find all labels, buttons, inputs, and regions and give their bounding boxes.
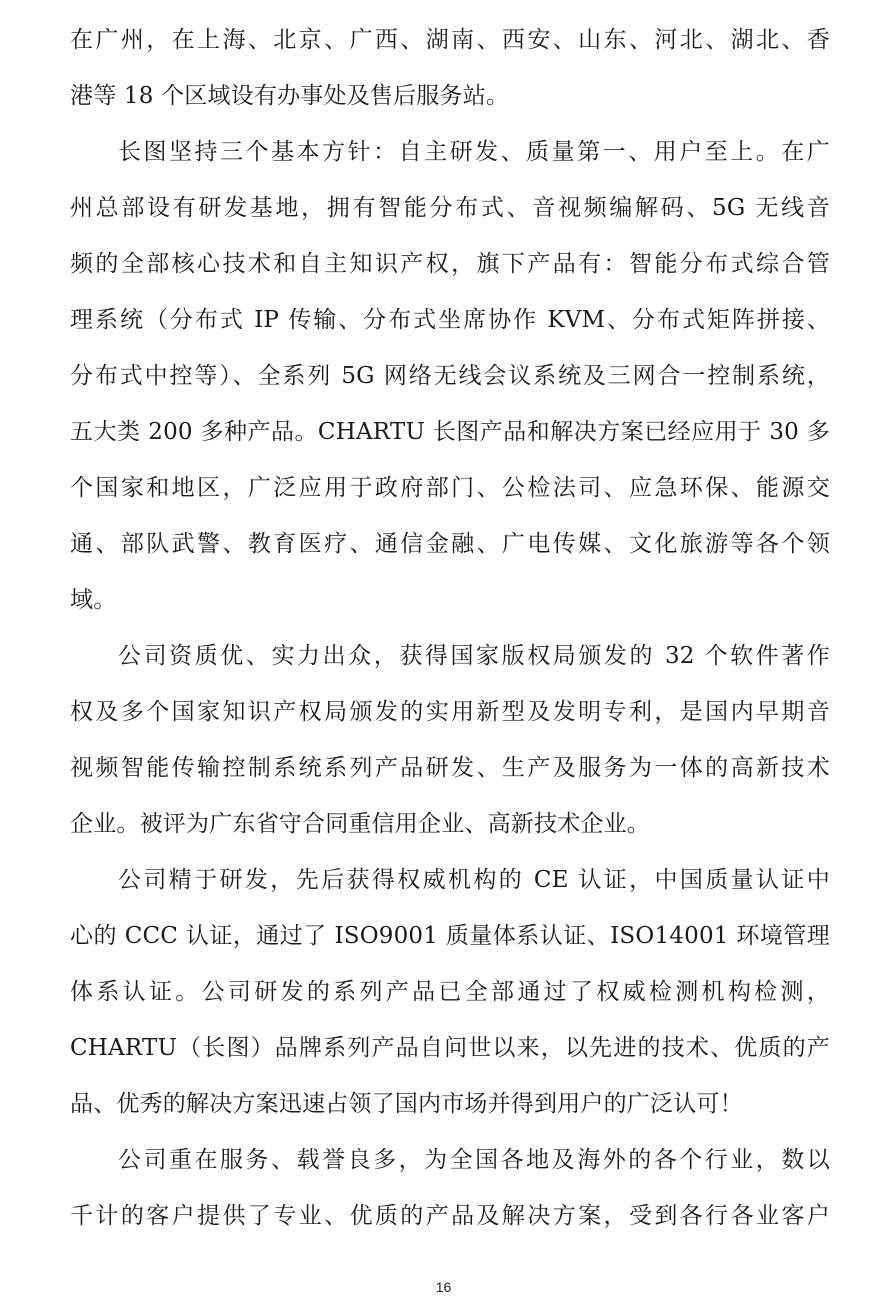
paragraph-4 [70,852,830,1132]
text-line: 企业。被评为广东省守合同重信用企业、高新技术企业。 [70,811,650,837]
text-line: 通、部队武警、教育医疗、通信金融、广电传媒、文化旅游等各个领 [70,531,830,557]
document-page [70,12,830,1244]
text-line: 理系统（分布式 IP 传输、分布式坐席协作 KVM、分布式矩阵拼接、 [70,307,830,333]
text-line: 体系认证。公司研发的系列产品已全部通过了权威检测机构检测， [70,979,830,1005]
paragraph-2 [70,124,830,628]
text-line: 心的 CCC 认证，通过了 ISO9001 质量体系认证、ISO14001 环境管理 [70,923,830,949]
text-line: 视频智能传输控制系统系列产品研发、生产及服务为一体的高新技术 [70,755,830,781]
paragraph-1 [70,12,830,124]
text-line: 千计的客户提供了专业、优质的产品及解决方案，受到各行各业客户 [70,1203,830,1229]
text-line: 频的全部核心技术和自主知识产权，旗下产品有：智能分布式综合管 [70,251,830,277]
text-line: 权及多个国家知识产权局颁发的实用新型及发明专利，是国内早期音 [70,699,830,725]
page-number: 16 [435,1279,452,1295]
text-line: 公司资质优、实力出众，获得国家版权局颁发的 32 个软件著作 [118,643,830,669]
paragraph-3 [70,628,830,852]
text-line: 五大类 200 多种产品。CHARTU 长图产品和解决方案已经应用于 30 多 [70,419,830,445]
paragraph-5 [70,1132,830,1244]
text-line: 州总部设有研发基地，拥有智能分布式、音视频编解码、5G 无线音 [70,195,830,221]
text-line: 公司精于研发，先后获得权威机构的 CE 认证，中国质量认证中 [118,867,830,893]
text-line: 域。 [70,587,117,613]
text-line: CHARTU（长图）品牌系列产品自问世以来，以先进的技术、优质的产 [70,1035,830,1061]
text-line: 公司重在服务、载誉良多，为全国各地及海外的各个行业，数以 [118,1147,830,1173]
text-line: 个国家和地区，广泛应用于政府部门、公检法司、应急环保、能源交 [70,475,830,501]
text-line: 分布式中控等）、全系列 5G 网络无线会议系统及三网合一控制系统， [70,363,830,389]
text-line: 港等 18 个区域设有办事处及售后服务站。 [70,83,510,109]
text-line: 品、优秀的解决方案迅速占领了国内市场并得到用户的广泛认可！ [70,1091,743,1117]
text-line: 长图坚持三个基本方针：自主研发、质量第一、用户至上。在广 [118,139,830,165]
text-line: 在广州，在上海、北京、广西、湖南、西安、山东、河北、湖北、香 [70,27,830,53]
